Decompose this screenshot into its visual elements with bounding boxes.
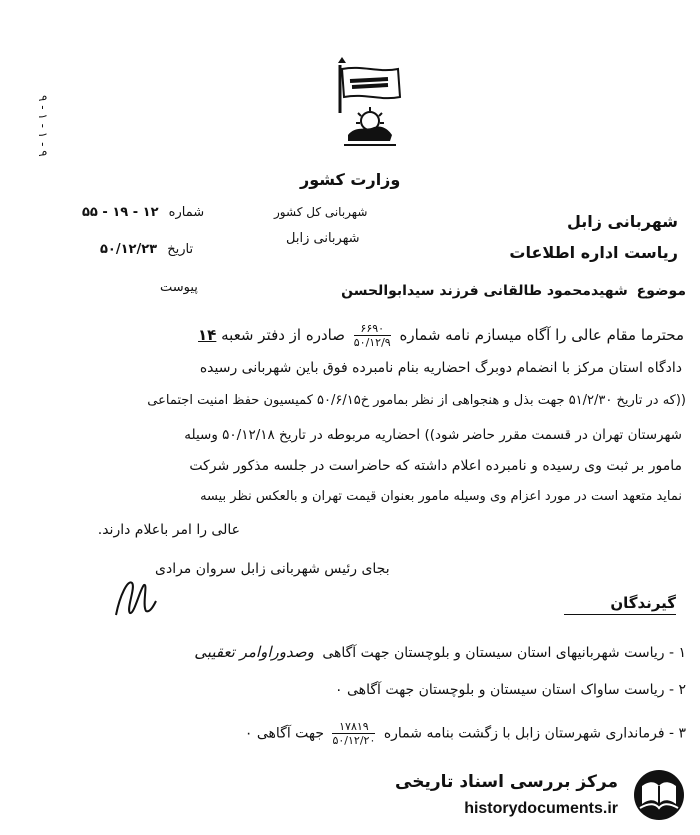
copies-heading-underline [564, 614, 676, 615]
margin-note: ۹ - ۱ - ۱ - ۹ [36, 95, 50, 157]
signature-line: بجای رئیس شهربانی زابل سروان مرادی [155, 561, 390, 577]
body-line-6: نماید متعهد است در مورد اعزام وی وسیله مامور بعنوان قیمت تهران و بالعکس نظر بیسه [200, 489, 682, 504]
body-ref-date: ۵۰/۱۲/۹ [353, 336, 391, 349]
number-row [82, 205, 204, 220]
number-label: شماره [168, 205, 205, 220]
copies-heading: گیرندگان [610, 594, 676, 612]
watermark [395, 766, 692, 826]
copy-item-3-ref-date: ۵۰/۱۲/۲۰ [332, 734, 376, 747]
body-ref-fraction [354, 322, 391, 349]
gov-general-label: شهربانی کل کشور [274, 205, 368, 219]
body-line-3: ((که در تاریخ ۵۱/۲/۳۰ جهت بذل و هنجواهی از نظر بمامور خ۵۰/۶/۱۵ کمیسیون حفظ امنیت اجتماعی [147, 393, 686, 408]
attachment-label: پیوست [160, 280, 198, 295]
recipient-line-1: شهربانی زابل [566, 212, 678, 231]
copy-item-3-ref-number: ۱۷۸۱۹ [332, 720, 375, 734]
watermark-url: historydocuments.ir [464, 800, 618, 817]
body-line-1 [198, 322, 684, 349]
body-line-4: شهرستان تهران در قسمت مقرر حاضر شود)) احضاریه مربوطه در تاریخ ۵۰/۱۲/۱۸ وسیله [184, 427, 682, 443]
date-label: تاریخ [167, 242, 194, 257]
copy-item-1-text: ۱ - ریاست شهربانیهای استان سیستان و بلوچستان جهت آگاهی [322, 645, 686, 661]
number-value: ۱۲ - ۱۹ - ۵۵ [82, 205, 159, 220]
date-row [100, 242, 193, 257]
book-logo-icon [630, 768, 688, 822]
recipient-line-2: ریاست اداره اطلاعات [509, 243, 678, 262]
body-ref-number: ۶۶۹۰ [354, 322, 391, 336]
lion-and-sun-emblem-icon [318, 55, 418, 153]
copy-item-1-handwritten: وصدوراوامر تعقیبی [194, 643, 314, 661]
copy-item-1 [194, 643, 686, 661]
copy-item-3-fraction [332, 720, 375, 747]
subject-line [341, 283, 686, 299]
ministry-title: وزارت کشور [300, 170, 401, 189]
handwritten-signature [110, 575, 160, 619]
body-line-5: مامور بر ثبت وی رسیده و نامبرده اعلام داشته که حاضراست در جلسه مذکور شرکت [189, 458, 682, 474]
subject-text: شهیدمحمود طالقانی فرزند سیدابوالحسن [341, 283, 628, 299]
body-line-7: عالی را امر باعلام دارند. [97, 522, 240, 538]
body-branch-number: ۱۴ [198, 326, 217, 344]
watermark-title: مرکز بررسی اسناد تاریخی [395, 772, 618, 792]
copy-item-3-prefix: ۳ - فرمانداری شهرستان زابل با زگشت بنامه شماره [383, 725, 686, 742]
subject-label: موضوع [636, 283, 686, 299]
body-line-1-suffix: صادره از دفتر شعبه [221, 326, 345, 344]
copy-item-3 [245, 720, 686, 747]
body-line-1-prefix: محترما مقام عالی را آگاه میسازم نامه شماره [399, 326, 684, 344]
body-line-2: دادگاه استان مرکز با انضمام دوبرگ احضاریه بنام نامبرده فوق باین شهربانی رسیده [199, 360, 682, 376]
date-value: ۵۰/۱۲/۲۳ [100, 242, 158, 257]
copy-item-2: ۲ - ریاست ساواک استان سیستان و بلوچستان جهت آگاهی ۰ [335, 682, 686, 698]
copy-item-3-suffix: جهت آگاهی ۰ [244, 725, 325, 742]
local-police-label: شهربانی زابل [286, 231, 360, 246]
